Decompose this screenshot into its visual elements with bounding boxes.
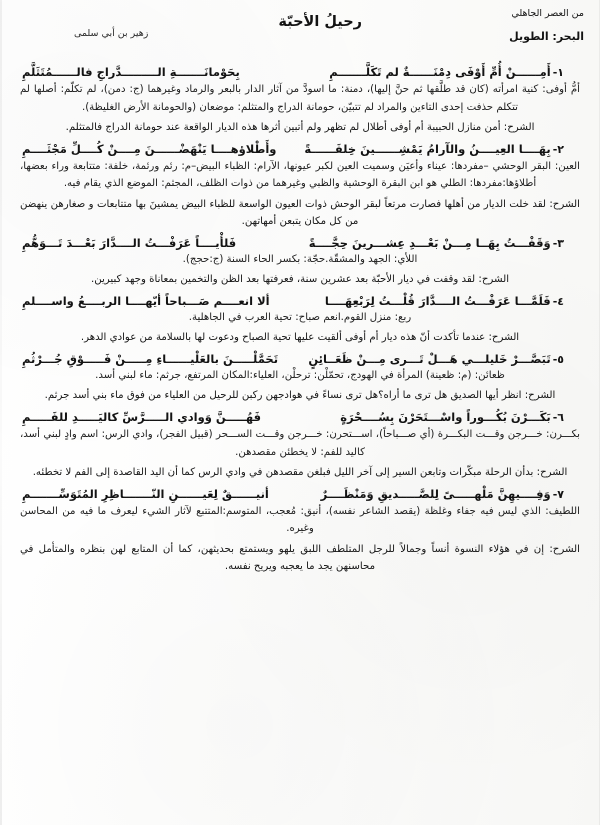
- poet-name: زهير بن أبي سلمى: [74, 28, 149, 39]
- hemistich-second: بِحَوْمانَـــــــةِ الـــــــــدَّراجِ فالــــــمُتَثَلَّمِ: [22, 65, 240, 79]
- explanation-text: الشرح: لقد وقفت في ديار الأحبّة بعد عشرين سنة، فعرفتها بعد الظن والتخمين بمعاناة وجهد كبيرين.: [90, 274, 510, 286]
- hemistich-second: أنيــــــقٌ لِعَيــــــنِ النّـــــــاظِرِ المُتَوَسِّـــــــمِ: [22, 486, 269, 501]
- hemistich-first-wrap: [321, 487, 586, 501]
- verse-line: [14, 294, 586, 308]
- hemistich-first: فَلَمَّـــا عَرَفْـــتُ الــــدَّارَ قُلْـــتُ لِرَبْعِهَــــا: [324, 293, 551, 308]
- verse-line: [14, 352, 586, 366]
- hemistich-second: تَحَمَّلْـــــنَ بالعَلْيــــــاءِ مِـــــنْ فَـــــوْقِ جُـــرْثُمِ: [22, 351, 279, 366]
- vocabulary-gloss: بكـــرن: خـــرجن وقـــت البكـــرة (أي صـــباحاً)، اســـتحرن: خـــرجن وقـــت الســـحر (قبيل الفجر)، وادي الرس: اسم وادٍ لبني أسد، كاليد للفم: لا يخطئن مقصدهن.: [20, 429, 580, 458]
- vocabulary-gloss: ظعائن: (م: ظعينة) المرأة في الهودج، تحمّلْن: ترحلْن، العلياء:المكان المرتفع، جرثم: ماء لبني أسد.: [95, 369, 505, 381]
- vocabulary-gloss: اللطيف: الذي ليس فيه جفاء وغلظة (يقصد الشاعر نفسه)، أنيق: مُعجب، المتوسم:المتتبع لآثار الشيء ليعرف ما فيه من المحاسن وغيره.: [20, 505, 580, 535]
- hemistich-first: وَقَفْـــتُ بِهَــا مِـــنْ بَعْـــدِ عِشـــرينَ حِجَّــــةً: [308, 235, 551, 250]
- vocabulary-gloss: العين: البقر الوحشي –مفردها: عيناء وأعيَن وسميت العين لكبر عيونها، الآرام: الظباء البيض–م: رئم ورئمة، خلفة: متتابعة وراء بعضها، أطلاؤها:مفردها: الطلي هو ابن البقرة الوحشية والظبي وغيرهما من ذوات الظلف، المجثم: الموضع الذي يقام فيه.: [20, 160, 580, 190]
- explanation-text: الشرح: عندما تأكدت أنّ هذه ديار أم أوفى ألقيت عليها تحية الصباح ودعوت لها بالسلامة من عوادي الدهر.: [80, 332, 520, 344]
- document-header: [14, 8, 586, 60]
- hemistich-first-wrap: [308, 352, 586, 366]
- vocabulary-gloss: ربع: منزل القوم.انعم صباح: تحية العرب في الجاهلية.: [188, 311, 412, 323]
- hemistich-second: ألا انعــــم صَـــباحاً أيّهــــا الربــــعُ واســــلمِ: [22, 293, 270, 308]
- verse-block-6: [14, 410, 586, 482]
- vocabulary-gloss: أمُّ أوفى: كنية امرأته (كان قد طلَّقها ثم حنَّ إليها)، دمنة: ما اسودَّ من آثار الدار بالبعر والرماد وغيرهما (ج: دمن)، لم تكلّم: أصلها لم تتكلم حذفت إحدى التاءين والمراد لم تتبيّن، حومانة الدراج والمتثلم: موضعان (والحومانة الأرض الغليظة).: [20, 84, 580, 113]
- hemistich-first-wrap: [329, 65, 586, 79]
- explanation-text: الشرح: أمن منازل الحبيبة أم أوفى أطلال لم تظهر ولم أتبين أثرها هذه الديار الواقعة عند حومانة الدراج فالمتثلم.: [65, 122, 535, 134]
- verse-block-3: [14, 236, 586, 289]
- verse-number: ٧-: [552, 487, 564, 501]
- era-label: من العصر الجاهلي: [511, 8, 584, 19]
- explanation-text: الشرح: لقد خلت الديار من أهلها فصارت مرتعاً لبقر الوحش ذوات العيون الواسعة للظباء البيض يمشينَ بها متتابعات و صغارهن ينهضن من كل مكان يتبعن أمهاتهن.: [20, 198, 580, 228]
- verse-number: ٣-: [552, 236, 564, 250]
- verse-block-1: [14, 65, 586, 137]
- explanation-text: الشرح: بدأن الرحلة مبكّرات وتابعن السير إلى آخر الليل فبلغن مقصدهن في وادي الرس كما أن اليد القاصدة إلى الفم لا تخطئه.: [32, 467, 568, 479]
- hemistich-first: بَكَـــرْنَ بُكُـــوراً واسْـــتَحَرْنَ بِسُــــحْرَةٍ: [340, 410, 551, 425]
- meter-label: البحر: الطويل: [509, 30, 584, 43]
- vocabulary-gloss: اللأي: الجهد والمشقّة.حجّة: بكسر الحاء السنة (ج:حجج).: [182, 253, 418, 265]
- hemistich-first-wrap: [304, 142, 586, 156]
- hemistich-first: وَفِــــيهِنَّ مَلْهـــــىً لِلصَّـــــديقِ وَمَنْظَــــرٌ: [320, 486, 551, 501]
- verse-number: ١-: [552, 66, 564, 79]
- hemistich-second: فَهُـــــنَّ وَوادي الـــــرَّسِّ كاليَـــــدِ للفَـــــمِ: [22, 410, 262, 425]
- hemistich-first-wrap: [325, 294, 586, 308]
- verse-number: ٦-: [552, 411, 564, 425]
- hemistich-first-wrap: [340, 410, 586, 424]
- verse-line: [14, 487, 586, 501]
- scan-edge-left: [0, 0, 2, 825]
- verse-line: [14, 142, 586, 156]
- verse-number: ٤-: [552, 294, 564, 308]
- verse-block-4: [14, 294, 586, 347]
- page-title: رحيلُ الأحبّة: [278, 14, 362, 30]
- explanation-text: الشرح: إن في هؤلاء النسوة أنساً وجمالاً للرجل المتلطف اللبق يلهو ويستمتع بحديثهن، كما أن المتابع لهن بنظره والمتأمل في محاسنهن يجد ما يعجبه ويريح نفسه.: [20, 543, 580, 573]
- hemistich-first: بِهَــــا العِيــــنُ والآرامُ يَمْشِــــــينَ خِلفَــــــةً: [304, 141, 551, 156]
- hemistich-second: وأَطْلاؤهــــا يَنْهَضْــــــنَ مِــــنْ كُــــلِّ مَجْثَــــمِ: [22, 141, 277, 156]
- verse-block-5: [14, 352, 586, 405]
- verse-number: ٢-: [552, 142, 564, 156]
- explanation-text: الشرح: انظر أيها الصديق هل ترى ما أراه؟هل ترى نساءً في هوادجهن ركبن للرحيل من العلياء من فوق ماء بني أسد جرثم.: [44, 390, 556, 402]
- verse-block-7: [14, 487, 586, 576]
- verse-line: [14, 65, 586, 79]
- verse-block-2: [14, 142, 586, 231]
- hemistich-first-wrap: [309, 236, 586, 250]
- verse-line: [14, 410, 586, 424]
- hemistich-first: أَمِــــــنْ أُمِّ أَوْفَى دِمْنَــــــةٌ لم تَكَلَّـــــــمِ: [329, 65, 551, 79]
- hemistich-first: تَبَصَّـــرْ خَليلـــي هَـــلْ تَـــرى مِـــنْ ظَعَــائِنٍ: [308, 351, 551, 366]
- verse-number: ٥-: [552, 352, 564, 366]
- verse-line: [14, 236, 586, 250]
- hemistich-second: فَلأْيــــاً عَرَفْـــتُ الــــدَّارَ بَعْـــدَ تَـــوَهُّمِ: [22, 235, 237, 250]
